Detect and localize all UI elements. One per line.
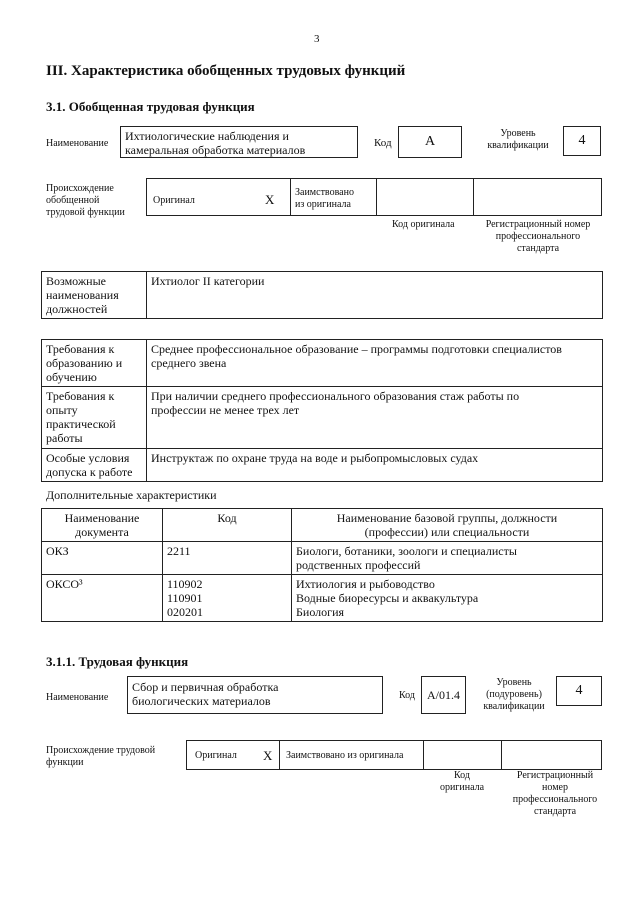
tf-level-value: 4 — [556, 676, 602, 706]
gf-requirements-table — [41, 339, 603, 482]
tf-name-value: Сбор и первичная обработка биологических материалов — [127, 676, 383, 714]
gf-title: 3.1. Обобщенная трудовая функция — [46, 99, 255, 114]
req-special-label: Особые условия допуска к работе — [42, 449, 147, 482]
gf-borrowed-label: Заимствовано из оригинала — [295, 187, 354, 210]
gf-name-value: Ихтиологические наблюдения и камеральная обработка материалов — [120, 126, 358, 158]
gf-orig-code-label: Код оригинала — [392, 219, 455, 230]
tf-origin-table — [186, 740, 602, 770]
add-row-doc: ОКСО³ — [42, 575, 163, 622]
gf-level-label: Уровень квалификации — [487, 128, 549, 151]
req-education-label: Требования к образованию и обучению — [42, 340, 147, 387]
tf-original-label: Оригинал — [195, 750, 237, 761]
tf-title: 3.1.1. Трудовая функция — [46, 654, 189, 669]
gf-original-mark: X — [265, 192, 275, 207]
gf-positions-label: Возможные наименования должностей — [42, 272, 147, 319]
gf-code-value: А — [398, 126, 462, 158]
add-header-name: Наименование базовой группы, должности (профессии) или специальности — [292, 509, 603, 542]
gf-origin-label: Происхождение обобщенной трудовой функции — [46, 183, 125, 218]
gf-origin-table — [146, 178, 602, 216]
add-row-code: 110902 110901 020201 — [163, 575, 292, 622]
tf-name-label: Наименование — [46, 692, 109, 703]
gf-reg-number-label: Регистрационный номер профессионального стандарта — [485, 219, 591, 254]
gf-original-label: Оригинал — [153, 195, 195, 206]
tf-level-label: Уровень (подуровень) квалификации — [483, 677, 545, 712]
section-title: III. Характеристика обобщенных трудовых функций — [46, 63, 406, 79]
gf-level-value: 4 — [563, 126, 601, 156]
add-header-doc: Наименование документа — [42, 509, 163, 542]
tf-original-mark: X — [263, 748, 273, 763]
tf-orig-code-label: Код оригинала — [439, 770, 485, 793]
table-row — [42, 575, 603, 622]
req-experience-value: При наличии среднего профессионального образования стаж работы по профессии не менее трех лет — [147, 387, 603, 449]
gf-positions-value: Ихтиолог II категории — [147, 272, 603, 319]
add-row-doc: ОКЗ — [42, 542, 163, 575]
additional-title: Дополнительные характеристики — [46, 488, 217, 502]
req-special-value: Инструктаж по охране труда на воде и рыбопромысловых судах — [147, 449, 603, 482]
tf-code-value: А/01.4 — [421, 676, 466, 714]
add-row-code: 2211 — [163, 542, 292, 575]
gf-name-label: Наименование — [46, 138, 109, 149]
page-number: 3 — [314, 33, 320, 45]
gf-positions-table — [41, 271, 603, 319]
add-header-code: Код — [163, 509, 292, 542]
req-experience-label: Требования к опыту практической работы — [42, 387, 147, 449]
tf-borrowed-label: Заимствовано из оригинала — [286, 750, 404, 761]
req-education-value: Среднее профессиональное образование – программы подготовки специалистов среднего звена — [147, 340, 603, 387]
tf-reg-number-label: Регистрационный номер профессионального стандарта — [512, 770, 598, 817]
add-row-name: Ихтиология и рыбоводство Водные биоресурсы и аквакультура Биология — [292, 575, 603, 622]
gf-code-label: Код — [374, 137, 392, 149]
additional-table — [41, 508, 603, 622]
tf-origin-label: Происхождение трудовой функции — [46, 745, 156, 768]
add-row-name: Биологи, ботаники, зоологи и специалисты родственных профессий — [292, 542, 603, 575]
tf-code-label: Код — [399, 690, 415, 701]
table-row — [42, 542, 603, 575]
